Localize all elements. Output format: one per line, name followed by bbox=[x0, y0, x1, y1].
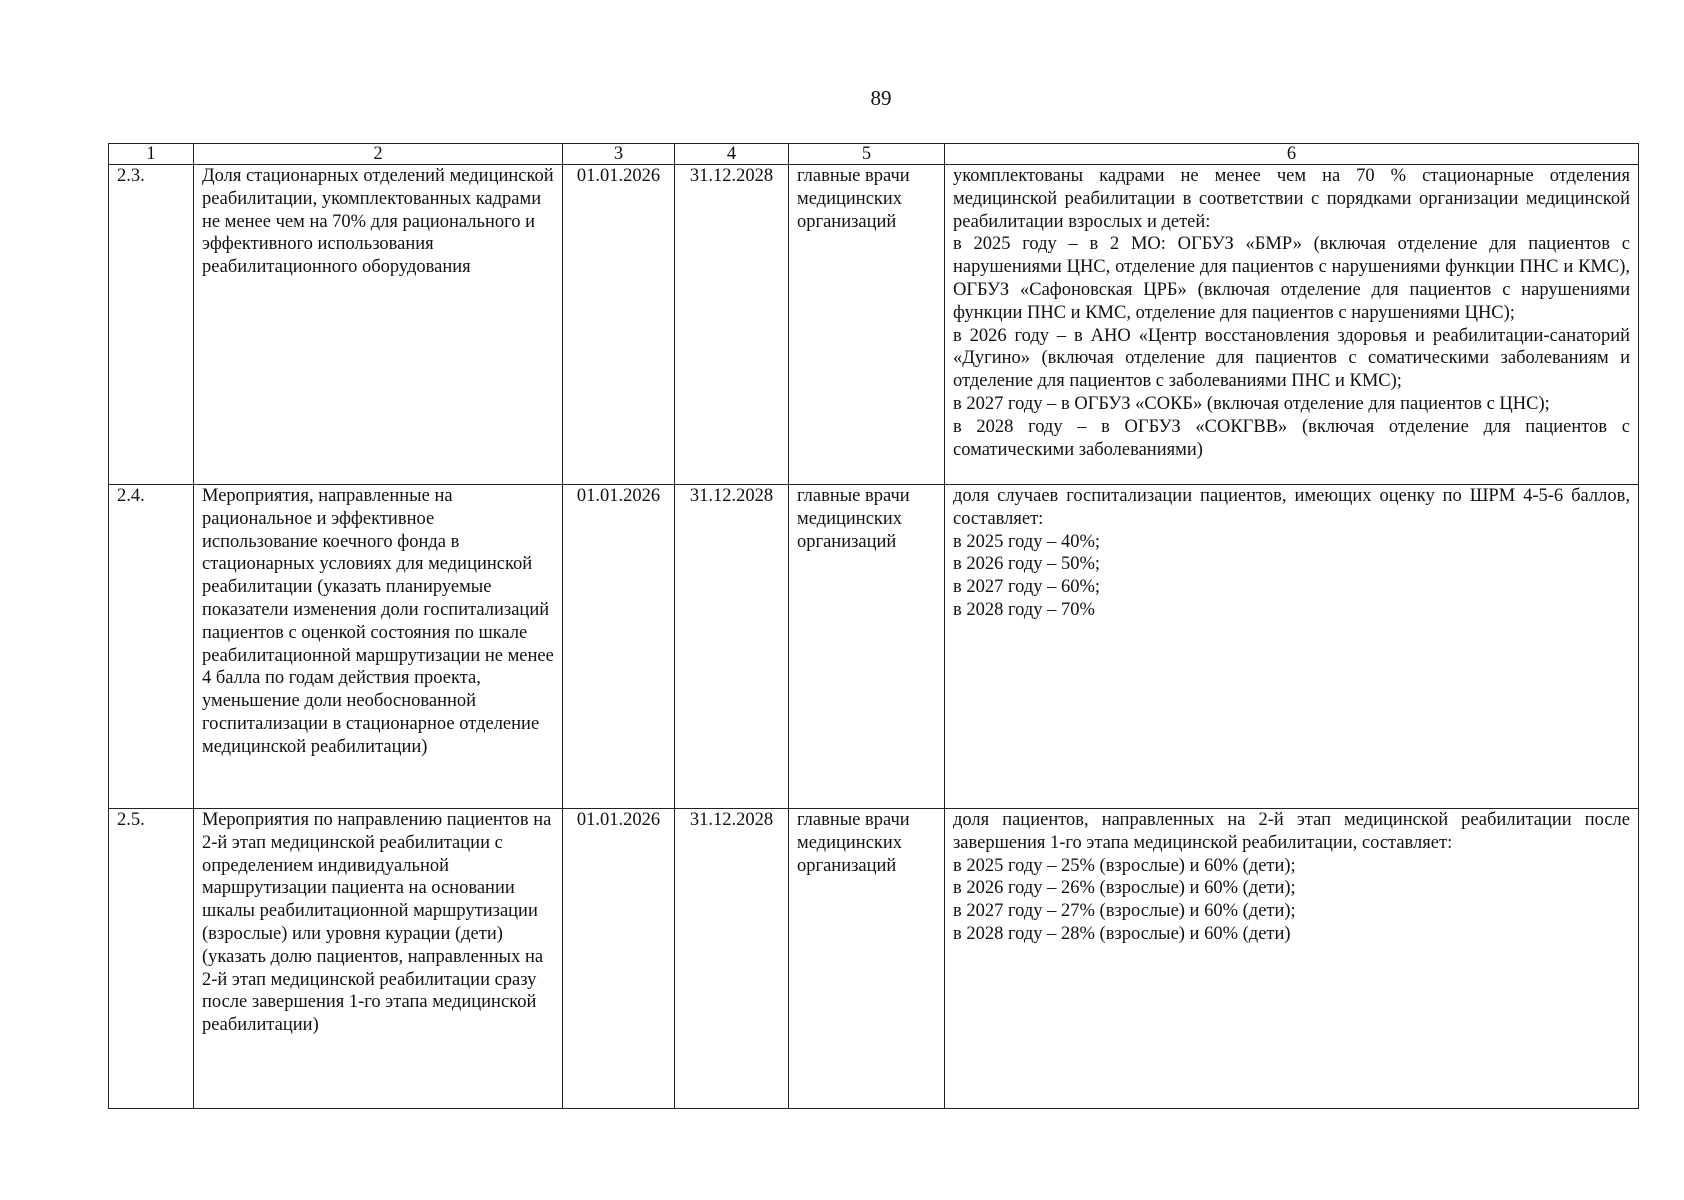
result-line: укомплектованы кадрами не менее чем на 70 % стационарные отделения медицинской реабилитации в соответствии с порядками организации медицинской реабилитации взрослых и детей: bbox=[953, 166, 1630, 232]
measure-description: Доля стационарных отделений медицинской реабилитации, укомплектованных кадрами не менее чем на 70% для рационального и эффективного использования реабилитационного оборудования bbox=[194, 165, 563, 485]
measure-description: Мероприятия по направлению пациентов на 2-й этап медицинской реабилитации с определением индивидуальной маршрутизации пациента на основании шкалы реабилитационной маршрутизации (взрослые) или уровня курации (дети) (указать долю пациентов, направленных на 2-й этап медицинской реабилитации сразу после завершения 1-го этапа медицинской реабилитации) bbox=[194, 809, 563, 1109]
measures-table bbox=[108, 143, 1639, 1109]
result-line: доля случаев госпитализации пациентов, имеющих оценку по ШРМ 4-5-6 баллов, составляет: bbox=[953, 486, 1630, 529]
executor: главные врачи медицинских организаций bbox=[789, 809, 945, 1109]
result-line: в 2026 году – 50%; bbox=[953, 554, 1101, 575]
column-header: 3 bbox=[563, 144, 675, 165]
column-header: 2 bbox=[194, 144, 563, 165]
row-number: 2.3. bbox=[109, 165, 194, 485]
column-header: 4 bbox=[675, 144, 789, 165]
result-line: в 2025 году – 25% (взрослые) и 60% (дети); bbox=[953, 855, 1296, 876]
row-number: 2.4. bbox=[109, 485, 194, 809]
start-date: 01.01.2026 bbox=[563, 809, 675, 1109]
column-header: 1 bbox=[109, 144, 194, 165]
end-date: 31.12.2028 bbox=[675, 165, 789, 485]
result-line: в 2027 году – 60%; bbox=[953, 577, 1101, 598]
result-line: в 2027 году – 27% (взрослые) и 60% (дети); bbox=[953, 901, 1296, 922]
start-date: 01.01.2026 bbox=[563, 165, 675, 485]
expected-result bbox=[945, 485, 1639, 809]
end-date: 31.12.2028 bbox=[675, 809, 789, 1109]
measure-description: Мероприятия, направленные на рациональное и эффективное использование коечного фонда в стационарных условиях для медицинской реабилитации (указать планируемые показатели изменения доли госпитализаций пациентов с оценкой состояния по шкале реабилитационной маршрутизации не менее 4 балла по годам действия проекта, уменьшение доли необоснованной госпитализации в стационарное отделение медицинской реабилитации) bbox=[194, 485, 563, 809]
result-line: в 2026 году – в АНО «Центр восстановления здоровья и реабилитации-санаторий «Дугино» (включая отделение для пациентов с соматическими заболеваниям и отделение для пациентов с заболеваниями ПНС и КМС); bbox=[953, 325, 1630, 392]
result-line: в 2027 году – в ОГБУЗ «СОКБ» (включая отделение для пациентов с ЦНС); bbox=[953, 393, 1550, 414]
expected-result bbox=[945, 809, 1639, 1109]
result-line: в 2028 году – 28% (взрослые) и 60% (дети) bbox=[953, 923, 1291, 944]
row-number: 2.5. bbox=[109, 809, 194, 1109]
executor: главные врачи медицинских организаций bbox=[789, 485, 945, 809]
table-row bbox=[109, 809, 1639, 1109]
column-header: 5 bbox=[789, 144, 945, 165]
result-line: в 2025 году – 40%; bbox=[953, 531, 1101, 552]
result-line: в 2028 году – 70% bbox=[953, 599, 1095, 620]
end-date: 31.12.2028 bbox=[675, 485, 789, 809]
start-date: 01.01.2026 bbox=[563, 485, 675, 809]
column-header: 6 bbox=[945, 144, 1639, 165]
result-line: в 2026 году – 26% (взрослые) и 60% (дети); bbox=[953, 878, 1296, 899]
result-line: в 2025 году – в 2 МО: ОГБУЗ «БМР» (включая отделение для пациентов с нарушениями ЦНС, отделение для пациентов с нарушениями функции ПНС и КМС), ОГБУЗ «Сафоновская ЦРБ» (включая отделение для пациентов с нарушениями функции ПНС и КМС, отделение для пациентов с нарушениями ЦНС); bbox=[953, 234, 1630, 323]
executor: главные врачи медицинских организаций bbox=[789, 165, 945, 485]
page-number: 89 bbox=[870, 86, 892, 110]
result-line: доля пациентов, направленных на 2-й этап медицинской реабилитации после завершения 1-го этапа медицинской реабилитации, составляет: bbox=[953, 810, 1630, 853]
expected-result bbox=[945, 165, 1639, 485]
table-row bbox=[109, 165, 1639, 485]
table-header-row bbox=[109, 144, 1639, 165]
result-line: в 2028 году – в ОГБУЗ «СОКГВВ» (включая отделение для пациентов с соматическими заболеваниями) bbox=[953, 416, 1630, 460]
table-row bbox=[109, 485, 1639, 809]
